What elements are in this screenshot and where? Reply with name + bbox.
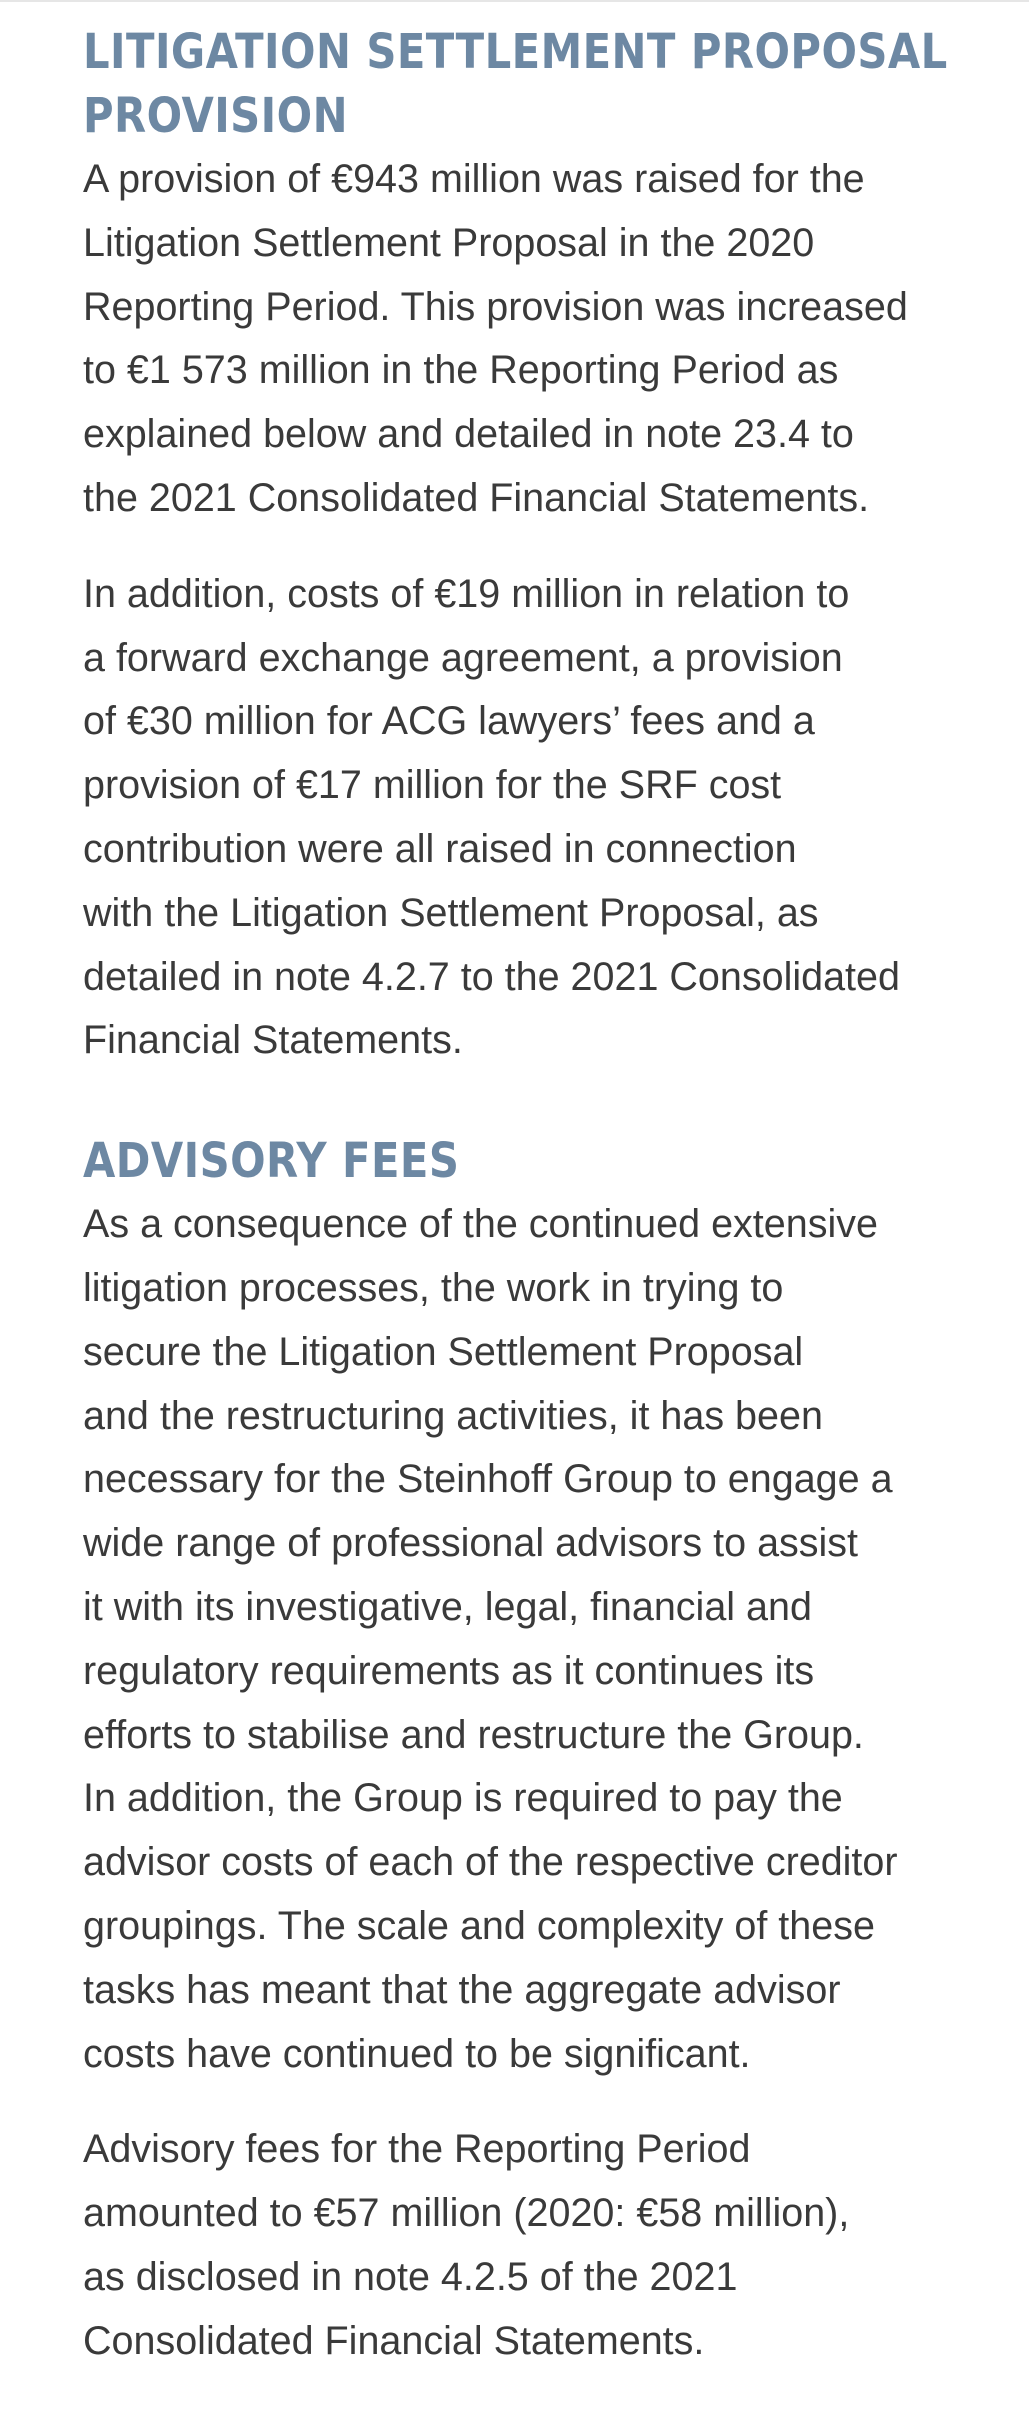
document-body (83, 20, 1023, 2374)
paragraph: Advisory fees for the Reporting Period amounted to €57 million (2020: €58 million), as disclosed in note 4.2.5 of the 2021 Consolidated Financial Statements. (83, 2127, 850, 2363)
paragraph: As a consequence of the continued extensive litigation processes, the work in trying to secure the Litigation Settlement Proposal and the restructuring activities, it has been necessary for the Steinhoff Group to engage a wide range of professional advisors to assist it with its investigative, legal, financial and regulatory requirements as it continues its efforts to stabilise and restructure the Group. In addition, the Group is required to pay the advisor costs of each of the respective creditor groupings. The scale and complexity of these tasks has meant that the aggregate advisor costs have continued to be significant. (83, 1202, 898, 2076)
section-advisory-fees (83, 1129, 1023, 2373)
top-divider (0, 0, 1029, 2)
section-heading: LITIGATION SETTLEMENT PROPOSAL PROVISION (83, 24, 948, 144)
section-litigation-settlement (83, 20, 1023, 1073)
paragraph: In addition, costs of €19 million in relation to a forward exchange agreement, a provision of €30 million for ACG lawyers’ fees and a provision of €17 million for the SRF cost contribution were all raised in connection with the Litigation Settlement Proposal, as detailed in note 4.2.7 to the 2021 Consolidated Financial Statements. (83, 571, 900, 1063)
section-heading: ADVISORY FEES (83, 1133, 460, 1190)
paragraph: A provision of €943 million was raised for the Litigation Settlement Proposal in the 2020 Reporting Period. This provision was increased to €1 573 million in the Reporting Period as explained below and detailed in note 23.4 to the 2021 Consolidated Financial Statements. (83, 157, 908, 520)
